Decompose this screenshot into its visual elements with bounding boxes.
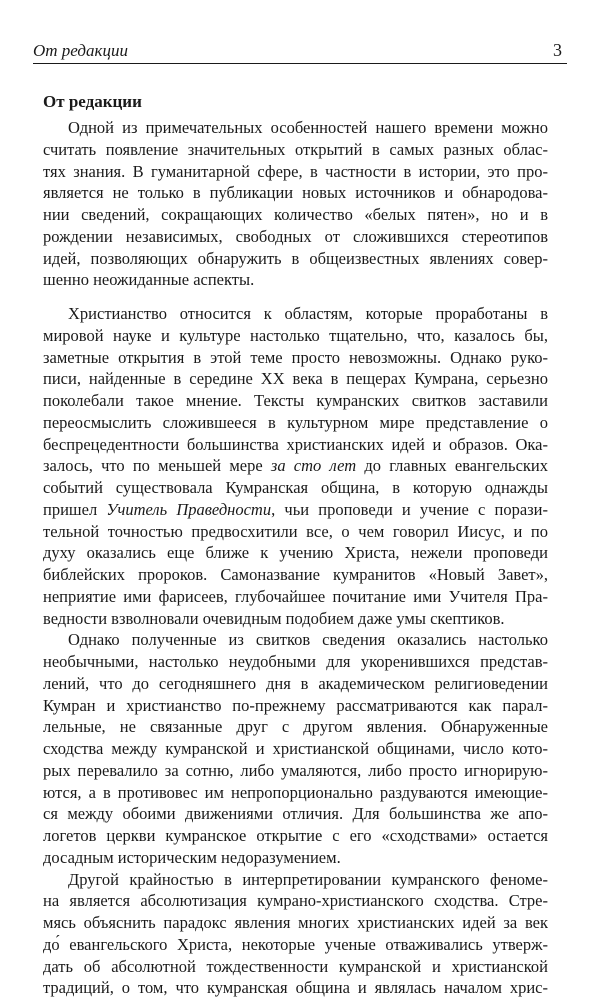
text-line: шенно неожиданные аспекты. xyxy=(43,269,548,291)
text-line: идей, позволяющих обнаружить в общеизвестных явлениях совер- xyxy=(43,248,548,270)
paragraph-1 xyxy=(43,117,548,291)
text-line: досадным историческим недоразумением. xyxy=(43,847,548,869)
text-line: на является абсолютизация кумрано-христианского сходства. Стре- xyxy=(43,890,548,912)
text-line: неприятие ими фарисеев, глубочайшее почитание ими Учителя Пра- xyxy=(43,586,548,608)
running-title: От редакции xyxy=(33,41,128,61)
text-line: библейских пророков. Самоназвание кумранитов «Новый Завет», xyxy=(43,564,548,586)
text-line-with-italic xyxy=(43,499,548,521)
text-line: рождении независимых, свободных от сложившихся стереотипов xyxy=(43,226,548,248)
text-line: мировой науке и культуре настолько тщательно, что, казалось бы, xyxy=(43,325,548,347)
text-fragment: до главных евангельских xyxy=(356,456,548,475)
text-line: Одной из примечательных особенностей нашего времени можно xyxy=(43,117,548,139)
text-line: духу оказались еще ближе к учению Христа, нежели проповеди xyxy=(43,542,548,564)
text-line: поколебали такое мнение. Тексты кумранских свитков заставили xyxy=(43,390,548,412)
text-line: Христианство относится к областям, которые проработаны в xyxy=(43,303,548,325)
text-line: до́ евангельского Христа, некоторые ученые отваживались утверж- xyxy=(43,934,548,956)
paragraph-2 xyxy=(43,303,548,629)
section-title: От редакции xyxy=(43,92,142,112)
text-line: переосмыслить сложившееся в культурном мире представление о xyxy=(43,412,548,434)
running-header xyxy=(33,40,562,61)
text-line: сходства между кумранской и христианской общинами, число кото- xyxy=(43,738,548,760)
text-line: рых перевалило за сотню, либо умаляются, либо просто игнорирую- xyxy=(43,760,548,782)
text-line: необычными, настолько неудобными для укоренившихся представ- xyxy=(43,651,548,673)
body-text xyxy=(43,117,548,999)
text-fragment: , чьи проповеди и учение с порази- xyxy=(271,500,548,519)
text-line: нии сведений, сокращающих количество «белых пятен», но и в xyxy=(43,204,548,226)
text-line: беспрецедентности большинства христианских идей и образов. Ока- xyxy=(43,434,548,456)
text-line: лельные, не связанные друг с другом явления. Обнаруженные xyxy=(43,716,548,738)
text-line: считать появление значительных открытий в самых разных облас- xyxy=(43,139,548,161)
text-line: ются, а в противовес им непропорционально раздуваются имеющие- xyxy=(43,782,548,804)
text-line: является не только в публикации новых источников и обнародова- xyxy=(43,182,548,204)
page-number: 3 xyxy=(553,40,562,60)
text-line: ведности взволновали очевидным подобием даже умы скептиков. xyxy=(43,608,548,630)
text-line: ся между обоими движениями отличия. Для большинства же апо- xyxy=(43,803,548,825)
text-line: тельной точностью предвосхитили все, о чем говорил Иисус, и по xyxy=(43,521,548,543)
text-fragment: пришел xyxy=(43,500,106,519)
italic-emphasis: за сто лет xyxy=(271,456,356,475)
text-line: Кумран и христианство по-прежнему рассматриваются как парал- xyxy=(43,695,548,717)
text-line-with-italic xyxy=(43,455,548,477)
text-line: дать об абсолютной тождественности кумранской и христианской xyxy=(43,956,548,978)
text-line: логетов церкви кумранское открытие с его «сходствами» остается xyxy=(43,825,548,847)
header-rule xyxy=(33,63,567,64)
paragraph-3 xyxy=(43,629,548,868)
text-line: Однако полученные из свитков сведения оказались настолько xyxy=(43,629,548,651)
text-line: традиций, о том, что кумранская община и являлась началом хрис- xyxy=(43,977,548,999)
text-line: заметные открытия в этой теме просто невозможны. Однако руко- xyxy=(43,347,548,369)
paragraph-4 xyxy=(43,869,548,999)
text-line: событий существовала Кумранская община, в которую однажды xyxy=(43,477,548,499)
text-fragment: залось, что по меньшей мере xyxy=(43,456,271,475)
text-line: Другой крайностью в интерпретировании кумранского феноме- xyxy=(43,869,548,891)
italic-emphasis: Учитель Праведности xyxy=(106,500,271,519)
text-line: лений, что до сегодняшнего дня в академическом религиоведении xyxy=(43,673,548,695)
text-line: тях знания. В гуманитарной сфере, в частности в истории, это про- xyxy=(43,161,548,183)
text-line: писи, найденные в середине XX века в пещерах Кумрана, серьезно xyxy=(43,368,548,390)
text-line: мясь объяснить парадокс явления многих христианских идей за век xyxy=(43,912,548,934)
